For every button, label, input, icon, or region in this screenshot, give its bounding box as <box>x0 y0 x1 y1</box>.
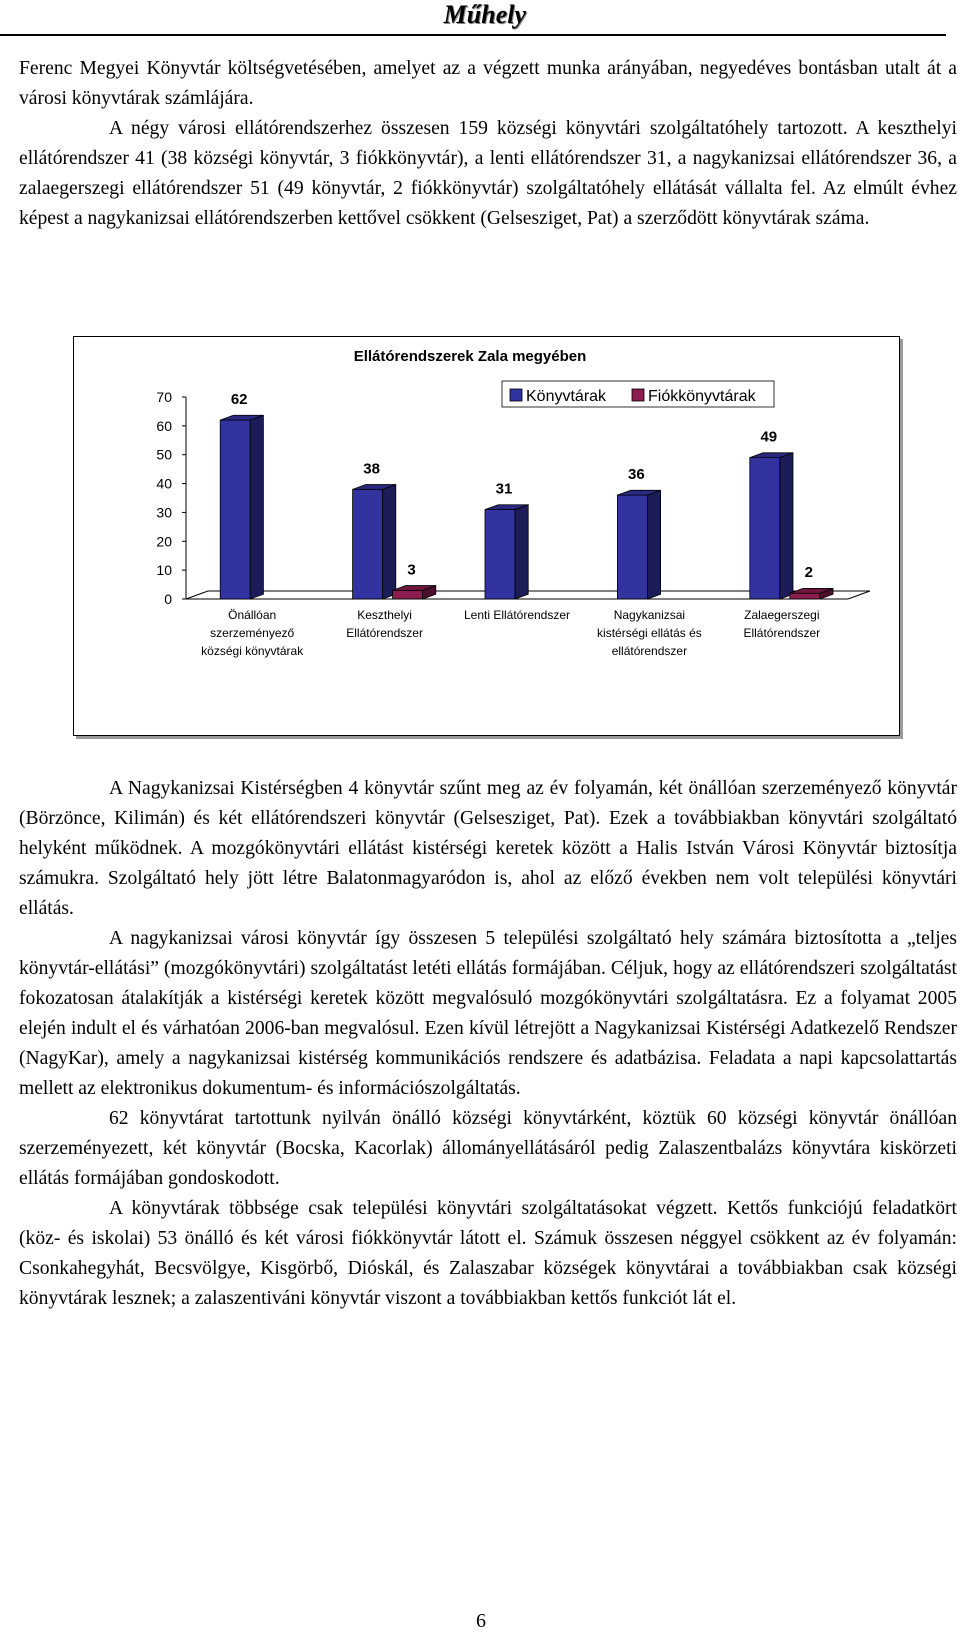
category-label: szerzeményező <box>210 626 295 640</box>
category-label: Nagykanizsai <box>613 608 686 622</box>
category-label: községi könyvtárak <box>201 644 304 658</box>
header-title: Műhely <box>443 0 526 29</box>
data-label: 49 <box>760 428 778 446</box>
data-label: 2 <box>804 564 813 582</box>
bar-Könyvtárak-side <box>383 485 396 599</box>
legend-label: Könyvtárak <box>526 388 607 405</box>
floor-edge-right <box>848 591 870 599</box>
paragraph: Ferenc Megyei Könyvtár költségvetésében, amelyet az a végzett munka arányában, negyedéves bontásban utalt át a városi könyvtárak számlájára. <box>19 58 957 109</box>
page-number: 6 <box>476 1610 486 1632</box>
y-tick-label: 50 <box>156 446 172 463</box>
text-block-top <box>19 54 957 234</box>
data-label: 36 <box>628 466 645 484</box>
paragraph: A négy városi ellátórendszerhez összesen 159 községi könyvtári szolgáltatóhely tartozott. A keszthelyi ellátórendszer 41 (38 községi könyvtár, 3 fiókkönyvtár), a lenti ellátórendszer 31, a nagykanizsai ellátórendszer 36, a zalaegerszegi ellátórendszer 51 (49 könyvtár, 2 fiókkönyvtár) szolgáltatóhely ellátását vállalta fel. Az elmúlt évhez képest a nagykanizsai ellátórendszerben kettővel csökkent (Gelsesziget, Pat) a szerződött könyvtárak száma. <box>19 118 957 229</box>
bar-Könyvtárak-side <box>250 415 263 599</box>
y-tick-label: 20 <box>156 533 172 550</box>
paragraph: A nagykanizsai városi könyvtár így összesen 5 települési szolgáltató hely számára biztosította a „teljes könyvtár-ellátási” (mozgókönyvtári) szolgáltatást letéti ellátás formájában. Céljuk, hogy az ellátórendszeri szolgáltatást fokozatosan átalakítják a kistérségi keretek között megvalósuló mozgókönyvtári szolgáltatásra. Ez a folyamat 2005 elején indult el és várhatóan 2006-ban megvalósul. Ezen kívül létrejött a Nagykanizsai Kistérségi Adatkezelő Rendszer (NagyKar), amely a nagykanizsai kistérség kommunikációs rendszere és adatbázisa. Feladata a napi kapcsolattartás mellett az elektronikus dokumentum- és információszolgáltatás. <box>19 928 957 1099</box>
bar-Könyvtárak-front <box>617 495 647 599</box>
bar-Könyvtárak-side <box>647 490 660 599</box>
y-tick-label: 40 <box>156 475 172 492</box>
category-label: Lenti Ellátórendszer <box>463 608 571 622</box>
chart-canvas <box>74 337 899 735</box>
category-label: kistérségi ellátás és <box>597 626 702 640</box>
category-label: Zalaegerszegi <box>744 608 820 622</box>
legend-swatch <box>510 389 522 401</box>
bar-Könyvtárak-front <box>750 458 780 599</box>
bar-Könyvtárak-front <box>353 489 383 599</box>
y-tick-label: 30 <box>156 504 172 521</box>
data-label: 31 <box>495 480 513 498</box>
y-tick-label: 0 <box>164 591 172 607</box>
paragraph: A könyvtárak többsége csak települési könyvtári szolgáltatásokat végzett. Kettős funkciójú feladatkört (köz- és iskolai) 53 önálló és két városi fiókkönyvtár látott el. Számuk összesen néggyel csökkent az év folyamán: Csonkahegyhát, Becsvölgye, Kisgörbő, Dióskál, és Zalaszabar községek könyvtárai a továbbiakban csak községi könyvtárak lesznek; a zalaszentiváni könyvtár viszont a továbbiakban kettős funkciót lát el. <box>19 1198 957 1309</box>
data-label: 3 <box>407 561 416 579</box>
bar-Könyvtárak-side <box>515 505 528 599</box>
chart-title: Ellátórendszerek Zala megyében <box>353 348 587 365</box>
category-label: Önállóan <box>228 608 277 622</box>
bar-chart <box>73 336 900 736</box>
category-label: ellátórendszer <box>611 644 688 658</box>
bar-Könyvtárak-front <box>220 420 250 599</box>
bar-Könyvtárak-side <box>780 453 793 599</box>
paragraph: 62 könyvtárat tartottunk nyilván önálló községi könyvtárként, köztük 60 községi könyvtár önállóan szerzeményezett, két könyvtár (Bocska, Kacorlak) állományellátásáról pedig Zalaszentbalázs könyvtára kiskörzeti ellátás formájában gondoskodott. <box>19 1108 957 1189</box>
text-block-bottom <box>19 774 957 1314</box>
bar-Könyvtárak-front <box>485 510 515 599</box>
y-tick-label: 10 <box>156 562 172 579</box>
category-label: Ellátórendszer <box>346 626 423 640</box>
bar-Fiókkönyvtárak-front <box>393 590 423 599</box>
page-header <box>0 0 946 36</box>
legend-swatch <box>632 389 644 401</box>
legend-label: Fiókkönyvtárak <box>648 388 756 405</box>
data-label: 38 <box>363 460 380 478</box>
paragraph: A Nagykanizsai Kistérségben 4 könyvtár szűnt meg az év folyamán, két önállóan szerzeményező könyvtár (Börzönce, Kilimán) és két ellátórendszeri könyvtár (Gelsesziget, Pat). Ezek a továbbiakban könyvtári szolgáltató helyként működnek. A mozgókönyvtári ellátást kistérségi keretek között a Halis István Városi Könyvtár biztosítja számukra. Szolgáltató hely jött létre Balatonmagyaródon is, ahol az előző években nem volt települési könyvtári ellátás. <box>19 778 957 919</box>
category-label: Keszthelyi <box>357 608 412 622</box>
y-tick-label: 60 <box>156 417 172 434</box>
bar-Fiókkönyvtárak-front <box>790 593 820 599</box>
floor-edge <box>186 591 208 599</box>
category-label: Ellátórendszer <box>743 626 821 640</box>
y-tick-label: 70 <box>156 389 172 405</box>
data-label: 62 <box>230 391 248 409</box>
